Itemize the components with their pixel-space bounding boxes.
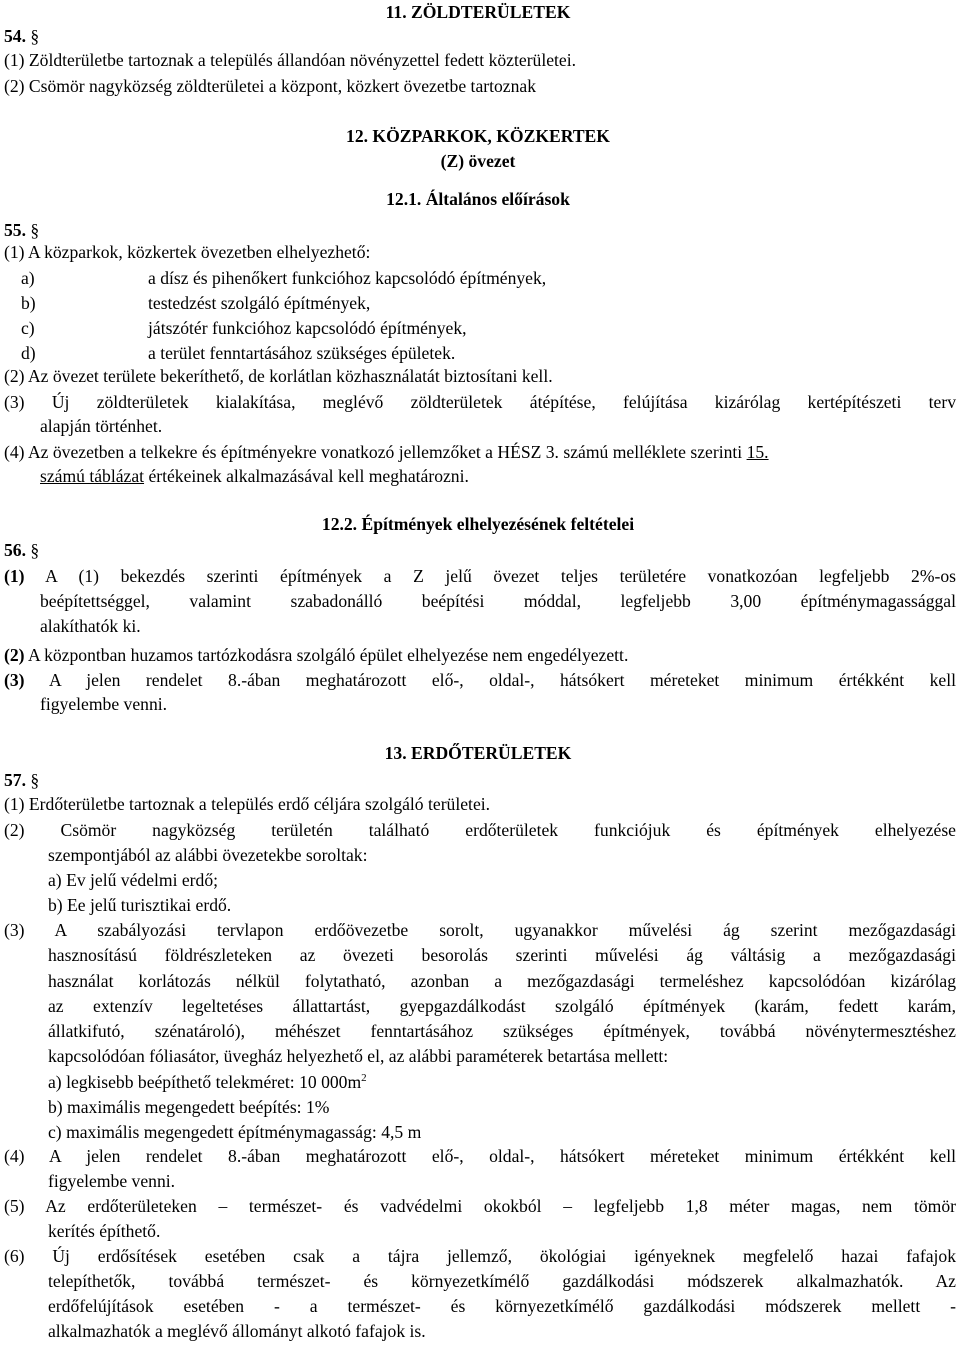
paragraph-57-6-cont: telepíthetők, továbbá természet- és környezetkímélő gazdálkodási módszerek alkalmazhatók. Az [48,1271,956,1291]
paragraph-54-number: 54. § [4,26,40,46]
paragraph-56-3: (3) A jelen rendelet 8.-ában meghatározott elő-, oldal-, hátsókert méreteket minimum értékként kell [4,670,956,690]
paragraph-57-3-c: c) maximális megengedett építménymagasság: 4,5 m [48,1122,422,1142]
section-12-heading: 12. KÖZPARKOK, KÖZKERTEK [346,126,610,146]
paragraph-57-5-cont: kerítés építhető. [48,1221,161,1241]
paragraph-56-3-cont: figyelembe venni. [40,694,168,714]
list-item-text: a terület fenntartásához szükséges épületek. [148,343,456,363]
list-item-text: testedzést szolgáló építmények, [148,293,371,313]
paragraph-56-1-cont: beépítettséggel, valamint szabadonálló beépítési móddal, legfeljebb 3,00 építménymagassággal [40,591,956,611]
paragraph-57-6-cont: alkalmazhatók a meglévő állományt alkotó fafajok is. [48,1321,426,1341]
paragraph-57-3-a: a) legkisebb beépíthető telekméret: 10 $000m^2$ [48,1072,367,1092]
paragraph-57-3-cont: kapcsolódóan fóliasátor, üvegház helyezhető el, az alábbi paraméterek betartása mellett: [48,1046,669,1066]
paragraph-57-4-cont: figyelembe venni. [48,1171,176,1191]
paragraph-56-number: 56. § [4,540,40,560]
paragraph-57-6: (6) Új erdősítések esetében csak a tájra jellemző, ökológiai igényeknek megfelelő hazai fafajok [4,1246,956,1266]
paragraph-57-2-a: a) Ev jelű védelmi erdő; [48,870,219,890]
paragraph-55-4: (4) Az övezetben a telkekre és építményekre vonatkozó jellemzőket a HÉSZ 3. számú melléklete szerinti 15. [4,442,769,462]
paragraph-57-3-cont: hasznosítású földrészleteken az övezeti besorolás szerinti művelési ág váltásig a mezőgazdasági [48,945,956,965]
paragraph-57-3-cont: állatkifutó, szénatároló), méhészet fenntartásához szükséges építmények, továbbá növénytermesztéshez [48,1021,956,1041]
list-item-letter: b) [21,293,36,313]
paragraph-55-2: (2) Az övezet területe bekeríthető, de korlátlan közhasználatát biztosítani kell. [4,366,553,386]
section-12-1-heading: 12.1. Általános előírások [386,189,570,209]
paragraph-57-2-b: b) Ee jelű turisztikai erdő. [48,895,232,915]
paragraph-57-4: (4) A jelen rendelet 8.-ában meghatározott elő-, oldal-, hátsókert méreteket minimum értékként kell [4,1146,956,1166]
list-item-letter: d) [21,343,36,363]
paragraph-56-1: (1) A (1) bekezdés szerinti építmények a Z jelű övezet teljes területére vonatkozóan legfeljebb 2%-os [4,566,956,586]
paragraph-56-2: (2) A központban huzamos tartózkodásra szolgáló épület elhelyezése nem engedélyezett. [4,645,629,665]
table-link[interactable]: számú táblázat [40,466,145,486]
paragraph-57-3-cont: az extenzív legeltetéses állattartást, gyepgazdálkodást szolgáló építmények (karám, fedett karám, [48,996,956,1016]
paragraph-57-2: (2) Csömör nagyközség területén található erdőterületek funkciójuk és építmények elhelyezése [4,820,956,840]
paragraph-55-3-cont: alapján történhet. [40,416,163,436]
paragraph-57-3-cont: használat korlátozás nélkül folytatható, azonban a mezőgazdasági termeléshez kapcsolódóan kizárólag [48,971,956,991]
paragraph-54-1: (1) Zöldterületbe tartoznak a település állandóan növényzettel fedett közterületei. [4,50,577,70]
paragraph-57-2-cont: szempontjából az alábbi övezetekbe soroltak: [48,845,368,865]
paragraph-55-number: 55. § [4,220,40,240]
list-item-letter: c) [21,318,35,338]
section-12-subheading: (Z) övezet [440,151,516,171]
paragraph-54-2: (2) Csömör nagyközség zöldterületei a központ, közkert övezetbe tartoznak [4,76,537,96]
section-sign-icon: § [30,770,40,790]
paragraph-55-3: (3) Új zöldterületek kialakítása, meglévő zöldterületek átépítése, felújítása kizárólag kertépítészeti terv [4,392,956,412]
paragraph-57-3: (3) A szabályozási tervlapon erdőövezetbe sorolt, ugyanakkor művelési ág szerint mezőgazdasági [4,920,956,940]
section-11-heading: 11. ZÖLDTERÜLETEK [385,2,571,22]
section-12-2-heading: 12.2. Építmények elhelyezésének feltételei [321,514,635,534]
paragraph-57-5: (5) Az erdőterületeken – természet- és vadvédelmi okokból – legfeljebb 1,8 méter magas, nem tömör [4,1196,956,1216]
section-sign-icon: § [30,26,40,46]
paragraph-55-1: (1) A közparkok, közkertek övezetben elhelyezhető: [4,242,371,262]
table-15-link[interactable]: 15. [746,442,769,462]
section-13-heading: 13. ERDŐTERÜLETEK [384,743,572,763]
list-item-text: játszótér funkcióhoz kapcsolódó építmények, [148,318,467,338]
list-item-text: a dísz és pihenőkert funkcióhoz kapcsolódó építmények, [148,268,547,288]
section-sign-icon: § [30,220,40,240]
paragraph-57-6-cont: erdőfelújítások esetében - a természet- és környezetkímélő gazdálkodási módszerek mellett - [48,1296,956,1316]
paragraph-55-4-cont: számú táblázat értékeinek alkalmazásával kell meghatározni. [40,466,469,486]
list-item-letter: a) [21,268,35,288]
paragraph-57-number: 57. § [4,770,40,790]
paragraph-56-1-cont: alakíthatók ki. [40,616,141,636]
paragraph-57-3-b: b) maximális megengedett beépítés: 1% [48,1097,330,1117]
paragraph-57-1: (1) Erdőterületbe tartoznak a település erdő céljára szolgáló területei. [4,794,491,814]
section-sign-icon: § [30,540,40,560]
